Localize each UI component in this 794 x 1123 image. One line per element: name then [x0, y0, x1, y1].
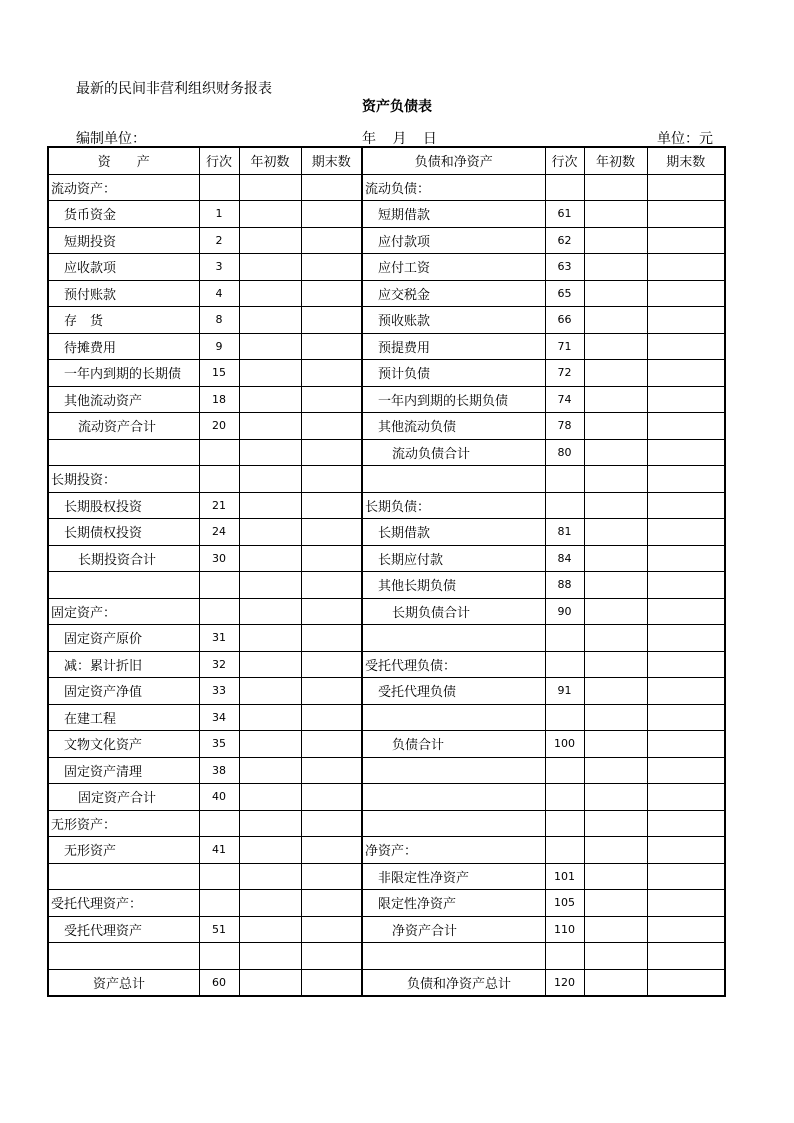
- asset-line-no: 15: [199, 360, 239, 387]
- asset-opening-cell[interactable]: [239, 784, 301, 811]
- asset-item-label: 其他流动资产: [48, 386, 199, 413]
- liability-closing-cell[interactable]: [647, 492, 725, 519]
- liability-line-no: 74: [545, 386, 584, 413]
- asset-line-no: 4: [199, 280, 239, 307]
- asset-line-no: [199, 174, 239, 201]
- asset-opening-cell[interactable]: [239, 757, 301, 784]
- liability-opening-cell[interactable]: [584, 280, 647, 307]
- asset-item-label: 流动资产合计: [48, 413, 199, 440]
- liability-closing-cell[interactable]: [647, 731, 725, 758]
- asset-line-no: 3: [199, 254, 239, 281]
- table-row: [48, 333, 725, 360]
- liability-opening-cell[interactable]: [584, 890, 647, 917]
- asset-opening-cell[interactable]: [239, 598, 301, 625]
- asset-closing-cell[interactable]: [301, 943, 362, 970]
- asset-closing-cell[interactable]: [301, 837, 362, 864]
- asset-line-no: 8: [199, 307, 239, 334]
- asset-item-label: 长期股权投资: [48, 492, 199, 519]
- asset-item-label: 固定资产合计: [48, 784, 199, 811]
- asset-opening-cell[interactable]: [239, 439, 301, 466]
- liability-item-label: 应交税金: [362, 280, 545, 307]
- liability-line-no: 88: [545, 572, 584, 599]
- asset-opening-cell[interactable]: [239, 545, 301, 572]
- liability-item-label: [362, 810, 545, 837]
- liability-opening-cell[interactable]: [584, 651, 647, 678]
- liability-line-no: [545, 492, 584, 519]
- asset-item-label: 文物文化资产: [48, 731, 199, 758]
- col-header-line-no: 行次: [199, 147, 239, 174]
- col-header-closing-right: 期末数: [647, 147, 725, 174]
- asset-closing-cell[interactable]: [301, 333, 362, 360]
- liability-opening-cell[interactable]: [584, 227, 647, 254]
- col-header-opening: 年初数: [239, 147, 301, 174]
- asset-closing-cell[interactable]: [301, 413, 362, 440]
- liability-item-label: 净资产：: [362, 837, 545, 864]
- date-month: 月: [392, 131, 408, 147]
- asset-opening-cell[interactable]: [239, 492, 301, 519]
- liability-item-label: 非限定性净资产: [362, 863, 545, 890]
- liability-opening-cell[interactable]: [584, 545, 647, 572]
- table-row: [48, 439, 725, 466]
- preparing-unit: [76, 128, 194, 148]
- asset-opening-cell[interactable]: [239, 254, 301, 281]
- table-header-row: [48, 147, 725, 174]
- table-row: [48, 545, 725, 572]
- asset-closing-cell[interactable]: [301, 280, 362, 307]
- liability-item-label: [362, 757, 545, 784]
- liability-opening-cell[interactable]: [584, 704, 647, 731]
- liability-opening-cell[interactable]: [584, 598, 647, 625]
- liability-item-label: [362, 704, 545, 731]
- liability-closing-cell[interactable]: [647, 625, 725, 652]
- liability-closing-cell[interactable]: [647, 784, 725, 811]
- liability-line-no: [545, 625, 584, 652]
- asset-line-no: 51: [199, 916, 239, 943]
- liability-opening-cell[interactable]: [584, 492, 647, 519]
- liability-opening-cell[interactable]: [584, 678, 647, 705]
- liability-line-no: 61: [545, 201, 584, 228]
- liability-opening-cell[interactable]: [584, 466, 647, 493]
- asset-opening-cell[interactable]: [239, 625, 301, 652]
- asset-closing-cell[interactable]: [301, 572, 362, 599]
- liability-opening-cell[interactable]: [584, 174, 647, 201]
- liability-closing-cell[interactable]: [647, 333, 725, 360]
- liability-closing-cell[interactable]: [647, 386, 725, 413]
- asset-opening-cell[interactable]: [239, 731, 301, 758]
- liability-line-no: 65: [545, 280, 584, 307]
- liability-line-no: 66: [545, 307, 584, 334]
- col-header-closing: 期末数: [301, 147, 362, 174]
- table-row: [48, 625, 725, 652]
- table-row: [48, 943, 725, 970]
- asset-line-no: [199, 598, 239, 625]
- asset-line-no: 2: [199, 227, 239, 254]
- asset-opening-cell[interactable]: [239, 651, 301, 678]
- asset-opening-cell[interactable]: [239, 360, 301, 387]
- liability-line-no: [545, 466, 584, 493]
- table-row: [48, 519, 725, 546]
- asset-line-no: 40: [199, 784, 239, 811]
- liability-opening-cell[interactable]: [584, 969, 647, 996]
- asset-closing-cell[interactable]: [301, 757, 362, 784]
- asset-item-label: [48, 572, 199, 599]
- liability-item-label: 流动负债：: [362, 174, 545, 201]
- asset-item-label: 货币资金: [48, 201, 199, 228]
- asset-opening-cell[interactable]: [239, 466, 301, 493]
- asset-line-no: 9: [199, 333, 239, 360]
- table-row: [48, 837, 725, 864]
- liability-closing-cell[interactable]: [647, 174, 725, 201]
- currency-unit: 单位：元: [657, 131, 713, 147]
- liability-closing-cell[interactable]: [647, 466, 725, 493]
- asset-item-label: 固定资产清理: [48, 757, 199, 784]
- liability-line-no: [545, 943, 584, 970]
- liability-opening-cell[interactable]: [584, 333, 647, 360]
- asset-item-label: 长期债权投资: [48, 519, 199, 546]
- liability-closing-cell[interactable]: [647, 413, 725, 440]
- asset-opening-cell[interactable]: [239, 969, 301, 996]
- asset-item-label: 固定资产：: [48, 598, 199, 625]
- liability-closing-cell[interactable]: [647, 943, 725, 970]
- asset-line-no: 1: [199, 201, 239, 228]
- asset-opening-cell[interactable]: [239, 704, 301, 731]
- liability-item-label: [362, 784, 545, 811]
- col-header-opening-right: 年初数: [584, 147, 647, 174]
- liability-item-label: 受托代理负债: [362, 678, 545, 705]
- date-day: 日: [422, 131, 438, 147]
- table-row: [48, 863, 725, 890]
- asset-opening-cell[interactable]: [239, 201, 301, 228]
- table-row: [48, 651, 725, 678]
- liability-closing-cell[interactable]: [647, 890, 725, 917]
- report-date: [362, 128, 448, 148]
- asset-closing-cell[interactable]: [301, 545, 362, 572]
- asset-opening-cell[interactable]: [239, 333, 301, 360]
- asset-item-label: 长期投资：: [48, 466, 199, 493]
- liability-item-label: [362, 625, 545, 652]
- date-year: 年: [362, 131, 377, 147]
- liability-line-no: [545, 784, 584, 811]
- liability-line-no: 120: [545, 969, 584, 996]
- liability-item-label: 限定性净资产: [362, 890, 545, 917]
- asset-item-label: 资产总计: [48, 969, 199, 996]
- asset-line-no: 32: [199, 651, 239, 678]
- table-row: [48, 466, 725, 493]
- liability-closing-cell[interactable]: [647, 360, 725, 387]
- asset-line-no: [199, 572, 239, 599]
- liability-item-label: 预收账款: [362, 307, 545, 334]
- asset-closing-cell[interactable]: [301, 598, 362, 625]
- liability-item-label: 受托代理负债：: [362, 651, 545, 678]
- liability-item-label: 一年内到期的长期负债: [362, 386, 545, 413]
- liability-opening-cell[interactable]: [584, 413, 647, 440]
- asset-item-label: 一年内到期的长期债: [48, 360, 199, 387]
- asset-closing-cell[interactable]: [301, 227, 362, 254]
- liability-opening-cell[interactable]: [584, 307, 647, 334]
- table-row: [48, 731, 725, 758]
- asset-line-no: 35: [199, 731, 239, 758]
- liability-line-no: 71: [545, 333, 584, 360]
- liability-line-no: 100: [545, 731, 584, 758]
- asset-line-no: 38: [199, 757, 239, 784]
- liability-closing-cell[interactable]: [647, 572, 725, 599]
- asset-closing-cell[interactable]: [301, 519, 362, 546]
- liability-closing-cell[interactable]: [647, 519, 725, 546]
- asset-opening-cell[interactable]: [239, 413, 301, 440]
- asset-closing-cell[interactable]: [301, 201, 362, 228]
- liability-closing-cell[interactable]: [647, 598, 725, 625]
- asset-closing-cell[interactable]: [301, 625, 362, 652]
- asset-item-label: 固定资产原价: [48, 625, 199, 652]
- liability-line-no: 63: [545, 254, 584, 281]
- asset-line-no: 24: [199, 519, 239, 546]
- liability-closing-cell[interactable]: [647, 916, 725, 943]
- table-row: [48, 572, 725, 599]
- liability-opening-cell[interactable]: [584, 916, 647, 943]
- asset-line-no: [199, 810, 239, 837]
- table-row: [48, 784, 725, 811]
- asset-opening-cell[interactable]: [239, 519, 301, 546]
- liability-item-label: 预提费用: [362, 333, 545, 360]
- liability-line-no: 84: [545, 545, 584, 572]
- liability-line-no: 62: [545, 227, 584, 254]
- asset-closing-cell[interactable]: [301, 254, 362, 281]
- asset-closing-cell[interactable]: [301, 784, 362, 811]
- asset-opening-cell[interactable]: [239, 174, 301, 201]
- table-row: [48, 360, 725, 387]
- liability-item-label: 长期负债合计: [362, 598, 545, 625]
- asset-item-label: 短期投资: [48, 227, 199, 254]
- asset-item-label: 受托代理资产：: [48, 890, 199, 917]
- liability-closing-cell[interactable]: [647, 678, 725, 705]
- liability-line-no: 101: [545, 863, 584, 890]
- table-row: [48, 678, 725, 705]
- asset-item-label: 存 货: [48, 307, 199, 334]
- asset-closing-cell[interactable]: [301, 890, 362, 917]
- asset-opening-cell[interactable]: [239, 280, 301, 307]
- liability-item-label: 预计负债: [362, 360, 545, 387]
- liability-opening-cell[interactable]: [584, 625, 647, 652]
- liability-line-no: [545, 651, 584, 678]
- liability-opening-cell[interactable]: [584, 572, 647, 599]
- asset-line-no: 20: [199, 413, 239, 440]
- asset-item-label: [48, 943, 199, 970]
- asset-closing-cell[interactable]: [301, 386, 362, 413]
- liability-line-no: [545, 174, 584, 201]
- asset-item-label: 固定资产净值: [48, 678, 199, 705]
- asset-opening-cell[interactable]: [239, 890, 301, 917]
- table-row: [48, 386, 725, 413]
- liability-line-no: 110: [545, 916, 584, 943]
- asset-closing-cell[interactable]: [301, 651, 362, 678]
- asset-item-label: 预付账款: [48, 280, 199, 307]
- col-header-line-no-right: 行次: [545, 147, 584, 174]
- liability-closing-cell[interactable]: [647, 969, 725, 996]
- liability-line-no: 81: [545, 519, 584, 546]
- table-row: [48, 810, 725, 837]
- preparing-unit-label: 编制单位：: [76, 131, 146, 147]
- asset-closing-cell[interactable]: [301, 810, 362, 837]
- asset-closing-cell[interactable]: [301, 731, 362, 758]
- asset-opening-cell[interactable]: [239, 572, 301, 599]
- liability-item-label: 长期借款: [362, 519, 545, 546]
- liability-opening-cell[interactable]: [584, 810, 647, 837]
- asset-opening-cell[interactable]: [239, 678, 301, 705]
- liability-item-label: 负债合计: [362, 731, 545, 758]
- liability-item-label: 应付款项: [362, 227, 545, 254]
- document-title: 最新的民间非营利组织财务报表: [76, 81, 272, 97]
- col-header-liabilities: 负债和净资产: [362, 147, 545, 174]
- asset-opening-cell[interactable]: [239, 943, 301, 970]
- liability-opening-cell[interactable]: [584, 863, 647, 890]
- liability-line-no: 90: [545, 598, 584, 625]
- asset-item-label: 无形资产: [48, 837, 199, 864]
- table-row: [48, 598, 725, 625]
- liability-line-no: 72: [545, 360, 584, 387]
- liability-item-label: 净资产合计: [362, 916, 545, 943]
- balance-sheet-table: [47, 146, 726, 997]
- liability-opening-cell[interactable]: [584, 254, 647, 281]
- liability-opening-cell[interactable]: [584, 386, 647, 413]
- asset-item-label: 待摊费用: [48, 333, 199, 360]
- liability-opening-cell[interactable]: [584, 943, 647, 970]
- liability-closing-cell[interactable]: [647, 280, 725, 307]
- col-header-assets: 资 产: [48, 147, 199, 174]
- liability-item-label: 长期应付款: [362, 545, 545, 572]
- liability-closing-cell[interactable]: [647, 837, 725, 864]
- asset-opening-cell[interactable]: [239, 863, 301, 890]
- table-row: [48, 757, 725, 784]
- liability-line-no: [545, 810, 584, 837]
- liability-closing-cell[interactable]: [647, 201, 725, 228]
- asset-line-no: 31: [199, 625, 239, 652]
- liability-closing-cell[interactable]: [647, 757, 725, 784]
- asset-item-label: 在建工程: [48, 704, 199, 731]
- table-row: [48, 201, 725, 228]
- asset-opening-cell[interactable]: [239, 810, 301, 837]
- liability-closing-cell[interactable]: [647, 227, 725, 254]
- asset-item-label: [48, 863, 199, 890]
- liability-closing-cell[interactable]: [647, 307, 725, 334]
- asset-closing-cell[interactable]: [301, 916, 362, 943]
- liability-line-no: [545, 704, 584, 731]
- asset-closing-cell[interactable]: [301, 466, 362, 493]
- asset-closing-cell[interactable]: [301, 439, 362, 466]
- asset-line-no: 60: [199, 969, 239, 996]
- table-row: [48, 890, 725, 917]
- table-row: [48, 227, 725, 254]
- asset-closing-cell[interactable]: [301, 704, 362, 731]
- asset-closing-cell[interactable]: [301, 174, 362, 201]
- asset-item-label: 应收款项: [48, 254, 199, 281]
- asset-item-label: [48, 439, 199, 466]
- liability-line-no: 78: [545, 413, 584, 440]
- liability-item-label: 应付工资: [362, 254, 545, 281]
- liability-closing-cell[interactable]: [647, 651, 725, 678]
- liability-closing-cell[interactable]: [647, 545, 725, 572]
- asset-line-no: 18: [199, 386, 239, 413]
- asset-line-no: [199, 863, 239, 890]
- asset-closing-cell[interactable]: [301, 492, 362, 519]
- table-row: [48, 969, 725, 996]
- table-row: [48, 916, 725, 943]
- liability-item-label: 短期借款: [362, 201, 545, 228]
- asset-line-no: 33: [199, 678, 239, 705]
- table-row: [48, 307, 725, 334]
- liability-opening-cell[interactable]: [584, 837, 647, 864]
- liability-opening-cell[interactable]: [584, 757, 647, 784]
- asset-item-label: 无形资产：: [48, 810, 199, 837]
- liability-opening-cell[interactable]: [584, 360, 647, 387]
- liability-opening-cell[interactable]: [584, 201, 647, 228]
- asset-item-label: 受托代理资产: [48, 916, 199, 943]
- asset-item-label: 流动资产：: [48, 174, 199, 201]
- liability-opening-cell[interactable]: [584, 439, 647, 466]
- table-row: [48, 704, 725, 731]
- asset-opening-cell[interactable]: [239, 837, 301, 864]
- table-row: [48, 280, 725, 307]
- asset-closing-cell[interactable]: [301, 360, 362, 387]
- sheet-title: 资产负债表: [362, 99, 432, 115]
- asset-opening-cell[interactable]: [239, 916, 301, 943]
- asset-line-no: [199, 439, 239, 466]
- liability-opening-cell[interactable]: [584, 784, 647, 811]
- liability-opening-cell[interactable]: [584, 731, 647, 758]
- liability-item-label: 流动负债合计: [362, 439, 545, 466]
- table-row: [48, 174, 725, 201]
- table-row: [48, 492, 725, 519]
- table-row: [48, 413, 725, 440]
- asset-line-no: 34: [199, 704, 239, 731]
- liability-closing-cell[interactable]: [647, 254, 725, 281]
- asset-closing-cell[interactable]: [301, 307, 362, 334]
- liability-line-no: [545, 837, 584, 864]
- asset-opening-cell[interactable]: [239, 307, 301, 334]
- liability-line-no: 91: [545, 678, 584, 705]
- liability-closing-cell[interactable]: [647, 704, 725, 731]
- asset-opening-cell[interactable]: [239, 227, 301, 254]
- asset-line-no: 30: [199, 545, 239, 572]
- asset-closing-cell[interactable]: [301, 969, 362, 996]
- asset-line-no: 21: [199, 492, 239, 519]
- liability-item-label: 其他长期负债: [362, 572, 545, 599]
- asset-item-label: 长期投资合计: [48, 545, 199, 572]
- liability-item-label: 负债和净资产总计: [362, 969, 545, 996]
- asset-line-no: 41: [199, 837, 239, 864]
- asset-line-no: [199, 890, 239, 917]
- table-row: [48, 254, 725, 281]
- asset-line-no: [199, 943, 239, 970]
- asset-closing-cell[interactable]: [301, 678, 362, 705]
- liability-opening-cell[interactable]: [584, 519, 647, 546]
- liability-line-no: 105: [545, 890, 584, 917]
- liability-item-label: [362, 466, 545, 493]
- liability-closing-cell[interactable]: [647, 810, 725, 837]
- liability-closing-cell[interactable]: [647, 439, 725, 466]
- liability-item-label: [362, 943, 545, 970]
- asset-opening-cell[interactable]: [239, 386, 301, 413]
- liability-line-no: 80: [545, 439, 584, 466]
- asset-item-label: 减：累计折旧: [48, 651, 199, 678]
- asset-closing-cell[interactable]: [301, 863, 362, 890]
- asset-line-no: [199, 466, 239, 493]
- liability-item-label: 其他流动负债: [362, 413, 545, 440]
- liability-closing-cell[interactable]: [647, 863, 725, 890]
- liability-item-label: 长期负债：: [362, 492, 545, 519]
- liability-line-no: [545, 757, 584, 784]
